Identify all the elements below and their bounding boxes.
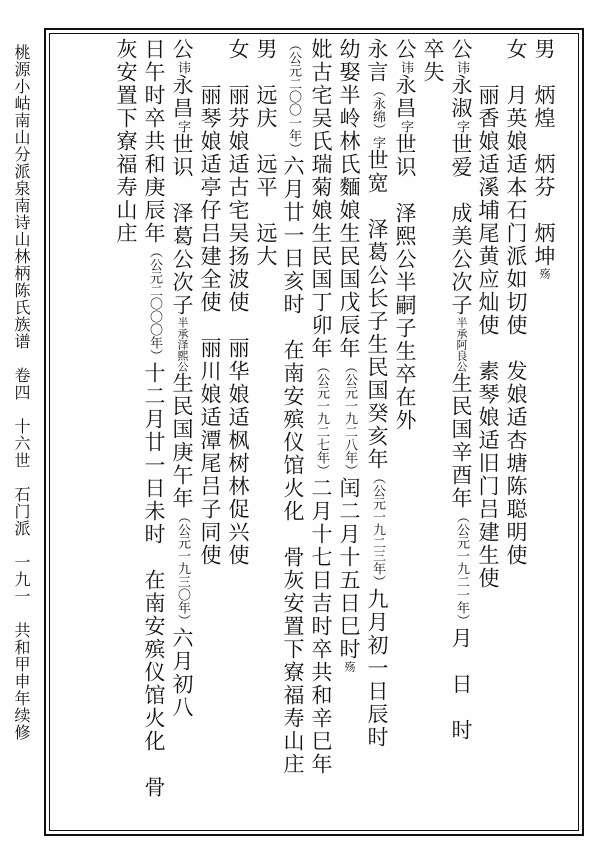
text-column-9: [307, 38, 335, 776]
column-14-segment: 公: [170, 38, 194, 61]
text-column-2: [502, 38, 530, 567]
column-3-text: 丽香娘适溪埔尾黄应灿使 素琴娘适旧门吕建生使: [476, 38, 500, 590]
text-column-3: [474, 38, 502, 590]
text-column-5: [419, 38, 447, 84]
column-8-segment: 闰二月十五日巳时: [337, 477, 361, 661]
column-15-segment: 日午时卒共和庚辰年: [142, 38, 166, 245]
column-4-segment: 半承阿良公: [455, 317, 468, 372]
column-14-segment: （公元一九三〇年）: [175, 510, 190, 627]
text-column-1: [530, 38, 558, 279]
column-6-segment: 永昌: [393, 74, 417, 120]
column-6-segment: 讳: [398, 61, 413, 74]
column-5-text: 卒失: [421, 38, 445, 84]
column-6-segment: 公: [393, 38, 417, 61]
column-16-text: 灰安置下寮福寿山庄: [114, 38, 138, 245]
text-column-13: [196, 38, 224, 567]
column-7-segment: 九月初一日辰时: [365, 588, 389, 749]
volume-label: 卷四: [12, 367, 31, 401]
column-4-segment: 月 日 时: [449, 627, 473, 742]
column-2-text: 女 月英娘适本石门派如切使 发娘适杏塘陈聪明使: [504, 38, 528, 567]
text-column-8: [335, 38, 363, 672]
text-column-7: [363, 38, 391, 749]
column-4-segment: 世爱 成美公次子: [449, 133, 473, 317]
column-8-segment: 幼娶半岭林氏麵娘生民国戊辰年: [337, 38, 361, 360]
text-column-11: [252, 38, 280, 268]
text-column-12: [224, 38, 252, 567]
text-column-4: [447, 38, 475, 742]
column-10-segment: 六月廿一日亥时 在南安殡仪馆火化 骨灰安置下寮福寿山庄: [281, 155, 305, 776]
column-9-segment: 二月十七日吉时卒共和辛巳年: [309, 477, 333, 776]
column-14-segment: 讳: [175, 61, 190, 74]
column-7-segment: 字: [370, 136, 385, 149]
column-13-text: 丽琴娘适亭仔吕建全使 丽川娘适潭尾吕子同使: [198, 38, 222, 567]
column-14-segment: 永昌: [170, 74, 194, 120]
column-15-segment: （公元二〇〇〇年）: [147, 245, 162, 362]
column-10-segment: （公元二〇〇一年）: [286, 38, 301, 155]
column-4-segment: 永淑: [449, 74, 473, 120]
text-column-16: [112, 38, 140, 245]
edition-label: 共和甲申年续修: [12, 622, 31, 741]
column-7-segment: （永绵）: [370, 84, 385, 136]
column-14-segment: 字: [175, 120, 190, 133]
column-4-segment: 公: [449, 38, 473, 61]
column-14-segment: 半承泽熙公: [176, 317, 189, 372]
column-12-text: 女 丽芬娘适古宅吴扬波使 丽华娘适枫树林促兴使: [226, 38, 250, 567]
column-6-segment: 世识 泽熙公半嗣子生卒在外: [393, 133, 417, 432]
column-7-segment: 世宽 泽葛公长子生民国癸亥年: [365, 149, 389, 471]
generation-label: 十六世: [12, 418, 31, 469]
column-15-segment: 十二月廿一日未时 在南安殡仪馆火化 骨: [142, 362, 166, 799]
text-column-15: [140, 38, 168, 799]
column-6-segment: 字: [398, 120, 413, 133]
book-title: 桃源小岵南山分派泉南诗山林柄陈氏族谱: [12, 44, 31, 350]
column-9-segment: （公元一九二七年）: [314, 360, 329, 477]
column-4-segment: 字: [454, 120, 469, 133]
column-14-segment: 六月初八: [170, 627, 194, 719]
column-4-segment: 生民国辛酉年: [449, 372, 473, 510]
text-column-6: [391, 38, 419, 432]
column-8-segment: （公元一九二八年）: [342, 360, 357, 477]
column-1-text: 男 炳煌 炳芬 炳坤: [532, 38, 556, 268]
column-4-segment: 讳: [454, 61, 469, 74]
margin-header: [6, 44, 36, 741]
column-7-segment: （公元一九二三年）: [370, 471, 385, 588]
text-column-10: [279, 38, 307, 776]
column-9-segment: 妣古宅吴氏瑞菊娘生民国丁卯年: [309, 38, 333, 360]
column-14-segment: 生民国庚午年: [170, 372, 194, 510]
page-number: 一九一: [12, 554, 31, 605]
column-7-segment: 永言: [365, 38, 389, 84]
branch-label: 石门派: [12, 486, 31, 537]
column-14-segment: 世识 泽葛公次子: [170, 133, 194, 317]
column-4-segment: （公元一九二一年）: [454, 510, 469, 627]
column-8-segment: 殇: [343, 661, 356, 672]
column-1-note: 殇: [538, 268, 551, 279]
text-column-14: [168, 38, 196, 719]
column-11-text: 男 远庆 远平 远大: [254, 38, 278, 268]
